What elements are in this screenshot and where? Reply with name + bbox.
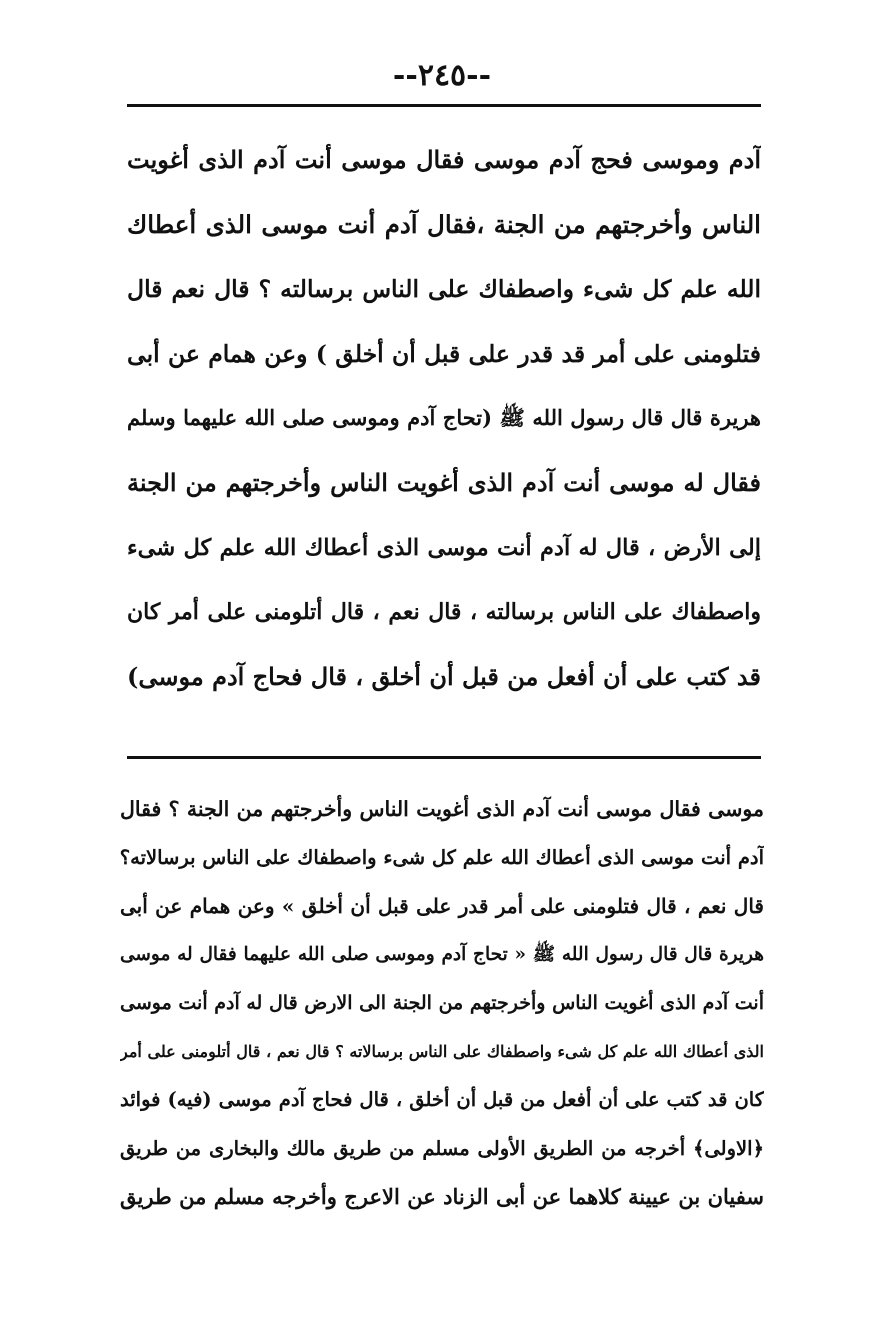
footnote-line: الذى أعطاك الله علم كل شىء واصطفاك على الناس برسالاته ؟ قال نعم ، قال أتلومنى على أمر	[120, 1041, 764, 1061]
footnote-line: ﴿الاولى﴾ أخرجه من الطريق الأولى مسلم من طريق مالك والبخارى من طريق	[120, 1136, 764, 1160]
main-text-line: فقال له موسى أنت آدم الذى أغويت الناس وأخرجتهم من الجنة	[127, 467, 761, 497]
main-text-line: الله علم كل شىء واصطفاك على الناس برسالته ؟ قال نعم قال	[127, 275, 761, 304]
footnote-line: هريرة قال قال رسول الله ﷺ « تحاج آدم وموسى صلى الله عليهما فقال له موسى	[120, 943, 764, 965]
header-rule	[127, 104, 761, 107]
footnote-line: أنت آدم الذى أغويت الناس وأخرجتهم من الجنة الى الارض قال له آدم أنت موسى	[120, 992, 764, 1014]
main-text-line: واصطفاك على الناس برسالته ، قال نعم ، قال أتلومنى على أمر كان	[127, 599, 761, 626]
main-text-line: إلى الأرض ، قال له آدم أنت موسى الذى أعطاك الله علم كل شىء	[127, 534, 761, 561]
footnote-separator	[127, 756, 761, 759]
main-text-line: الناس وأخرجتهم من الجنة ،فقال آدم أنت موسى الذى أعطاك	[127, 209, 761, 239]
footnote-line: سفيان بن عيينة كلاهما عن أبى الزناد عن الاعرج وأخرجه مسلم من طريق	[120, 1184, 764, 1209]
main-text-line: فتلومنى على أمر قد قدر على قبل أن أخلق ) وعن همام عن أبى	[127, 339, 761, 368]
footnote-line: قال نعم ، قال فتلومنى على أمر قدر على قبل أن أخلق » وعن همام عن أبى	[120, 894, 764, 918]
main-text	[127, 128, 761, 709]
main-text-line: آدم وموسى فحج آدم موسى فقال موسى أنت آدم الذى أغويت	[127, 145, 761, 174]
main-text-line: قد كتب على أن أفعل من قبل أن أخلق ، قال فحاج آدم موسى)	[127, 661, 761, 691]
footnote-text	[120, 785, 764, 1222]
footnote-line: موسى فقال موسى أنت آدم الذى أغويت الناس وأخرجتهم من الجنة ؟ فقال	[120, 797, 764, 821]
footnote-line: كان قد كتب على أن أفعل من قبل أن أخلق ، قال فحاج آدم موسى (فيه) فوائد	[120, 1088, 764, 1111]
footnote-line: آدم أنت موسى الذى أعطاك الله علم كل شىء واصطفاك على الناس برسالاته؟	[120, 845, 764, 869]
main-text-line: هريرة قال قال رسول الله ﷺ (تحاج آدم وموسى صلى الله عليهما وسلم	[127, 405, 761, 431]
page-number: --٢٤٥--	[392, 58, 492, 93]
